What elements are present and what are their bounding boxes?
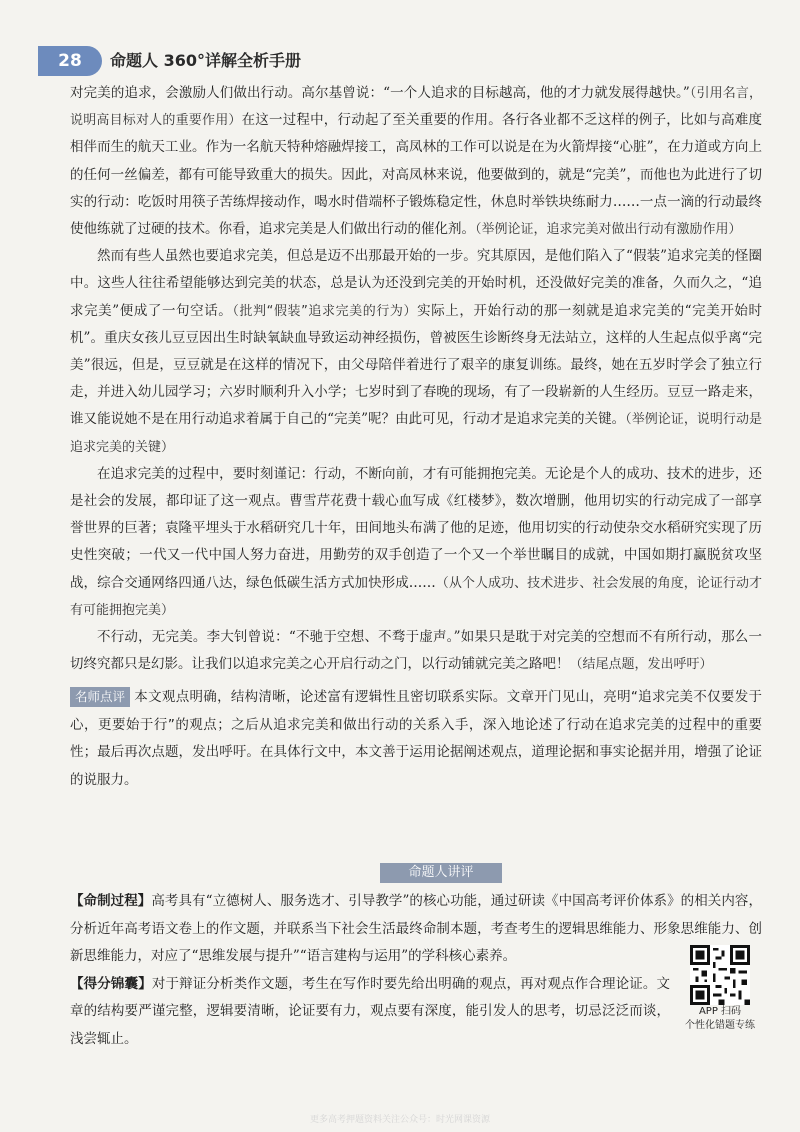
teacher-comment-badge: 名师点评 bbox=[70, 687, 130, 707]
essay-paragraph-2 bbox=[70, 243, 762, 461]
annotation: （引用名言，说明高目标对人的重要作用） bbox=[70, 86, 762, 129]
essay-paragraph-4 bbox=[70, 624, 762, 678]
process-text: 高考具有“立德树人、服务选才、引导教学”的核心功能，通过研读《中国高考评价体系》的相关内容，分析近年高考语文卷上的作文题，并联系当下社会生活最终命制本题，考查考生的逻辑思维能力、形象思维能力、创新思维能力，对应了“思维发展与提升”“语言建构与运用”的学科核心素养。 bbox=[70, 893, 762, 964]
tips-paragraph bbox=[70, 971, 670, 1054]
essay-text: 对完美的追求，会激励人们做出行动。高尔基曾说：“一个人追求的目标越高，他的才力就发展得越快。” bbox=[70, 85, 690, 101]
annotation: （举例论证，说明行动是追求完美的关键） bbox=[70, 412, 762, 455]
annotation: （举例论证，追求完美对做出行动有激励作用） bbox=[475, 222, 742, 238]
essay-text: 在追求完美的过程中，要时刻谨记：行动，不断向前，才有可能拥抱完美。无论是个人的成功、技术的进步，还是社会的发展，都印证了这一观点。曹雪芹花费十载心血写成《红楼梦》，数次增删，他用切实的行动完成了一部享誉世界的巨著；袁隆平埋头于水稻研究几十年，田间地头布满了他的足迹，他用切实的行动使杂交水稻研究实现了历史性突破；一代又一代中国人努力奋进，用勤劳的双手创造了一个又一个举世瞩目的成就，中国如期打赢脱贫攻坚战，综合交通网络四通八达，绿色低碳生活方式加快形成…… bbox=[70, 465, 762, 591]
essay-paragraph-1 bbox=[70, 80, 762, 243]
annotation: （批判“假装”追求完美的行为） bbox=[232, 303, 418, 319]
essay-text: 在这一过程中，行动起了至关重要的作用。各行各业都不乏这样的例子，比如与高难度相伴而生的航天工业。作为一名航天特种熔融焊接工，高凤林的工作可以说是在为火箭焊接“心脏”，在力道或方向上的任何一丝偏差，都有可能导致重大的损失。因此，对高凤林来说，他要做到的，就是“完美”，而他也为此进行了切实的行动：吃饭时用筷子苦练焊接动作，喝水时借端杯子锻炼稳定性，休息时举铁块练耐力……一点一滴的行动最终使他练就了过硬的技术。你看，追求完美是人们做出行动的催化剂。 bbox=[70, 112, 762, 238]
qr-caption-line-2: 个性化错题专练 bbox=[685, 1020, 755, 1031]
footer-watermark: 更多高考押题资料关注公众号：时光网课资源 bbox=[309, 1115, 490, 1125]
commentary-section bbox=[70, 888, 762, 1053]
essay-body bbox=[70, 80, 762, 794]
essay-text: 然而有些人虽然也要追求完美，但总是迈不出那最开始的一步。究其原因，是他们陷入了“假装”追求完美的怪圈中。这些人往往希望能够达到完美的状态，总是认为还没到完美的开始时机，还没做好完美的准备，久而久之，“追求完美”便成了一句空话。 bbox=[70, 248, 762, 319]
section-banner: 命题人讲评 bbox=[380, 863, 502, 883]
qr-code-icon[interactable] bbox=[690, 945, 750, 1005]
essay-paragraph-3 bbox=[70, 461, 762, 624]
annotation: （结尾点题，发出呼吁） bbox=[569, 657, 713, 673]
tips-text: 对于辩证分析类作文题，考生在写作时要先给出明确的观点，再对观点作合理论证。文章的结构要严谨完整，逻辑要清晰，论证要有力，观点要有深度，能引发人的思考，切忌泛泛而谈，浅尝辄止。 bbox=[70, 975, 671, 1047]
process-label: 【命制过程】 bbox=[70, 893, 152, 909]
process-paragraph bbox=[70, 888, 762, 971]
teacher-comment bbox=[70, 684, 762, 794]
essay-text: 不行动，无完美。李大钊曾说：“不驰于空想、不骛于虚声。”如果只是耽于对完美的空想而不有所行动，那么一切终究都只是幻影。让我们以追求完美之心开启行动之门，以行动铺就完美之路吧！ bbox=[70, 629, 762, 673]
annotation: （从个人成功、技术进步、社会发展的角度，论证行动才有可能拥抱完美） bbox=[70, 575, 762, 618]
book-title: 命题人 360°详解全析手册 bbox=[110, 51, 301, 70]
page-header bbox=[0, 46, 800, 76]
qr-caption-line-1: APP 扫码 bbox=[698, 1006, 742, 1017]
teacher-comment-text: 本文观点明确，结构清晰，论述富有逻辑性且密切联系实际。文章开门见山，亮明“追求完美不仅要发于心，更要始于行”的观点；之后从追求完美和做出行动的关系入手，深入地论述了行动在追求完美的过程中的重要性；最后再次点题，发出呼吁。在具体行文中，本文善于运用论据阐述观点，道理论据和事实论据并用，增强了论证的说服力。 bbox=[70, 689, 762, 788]
page-number: 28 bbox=[38, 46, 102, 76]
essay-text: 实际上，开始行动的那一刻就是追求完美的“完美开始时机”。重庆女孩儿豆豆因出生时缺氧缺血导致运动神经损伤，曾被医生诊断终身无法站立，这样的人生起点似乎离“完美”很远，但是，豆豆就是在这样的情况下，由父母陪伴着进行了艰辛的康复训练。最终，她在五岁时学会了独立行走，并进入幼儿园学习；六岁时顺利升入小学；七岁时到了春晚的现场，有了一段崭新的人生经历。豆豆一路走来，谁又能说她不是在用行动追求着属于自己的“完美”呢？由此可见，行动才是追求完美的关键。 bbox=[70, 302, 762, 428]
qr-block bbox=[684, 945, 756, 1033]
tips-label: 【得分锦囊】 bbox=[70, 975, 152, 992]
